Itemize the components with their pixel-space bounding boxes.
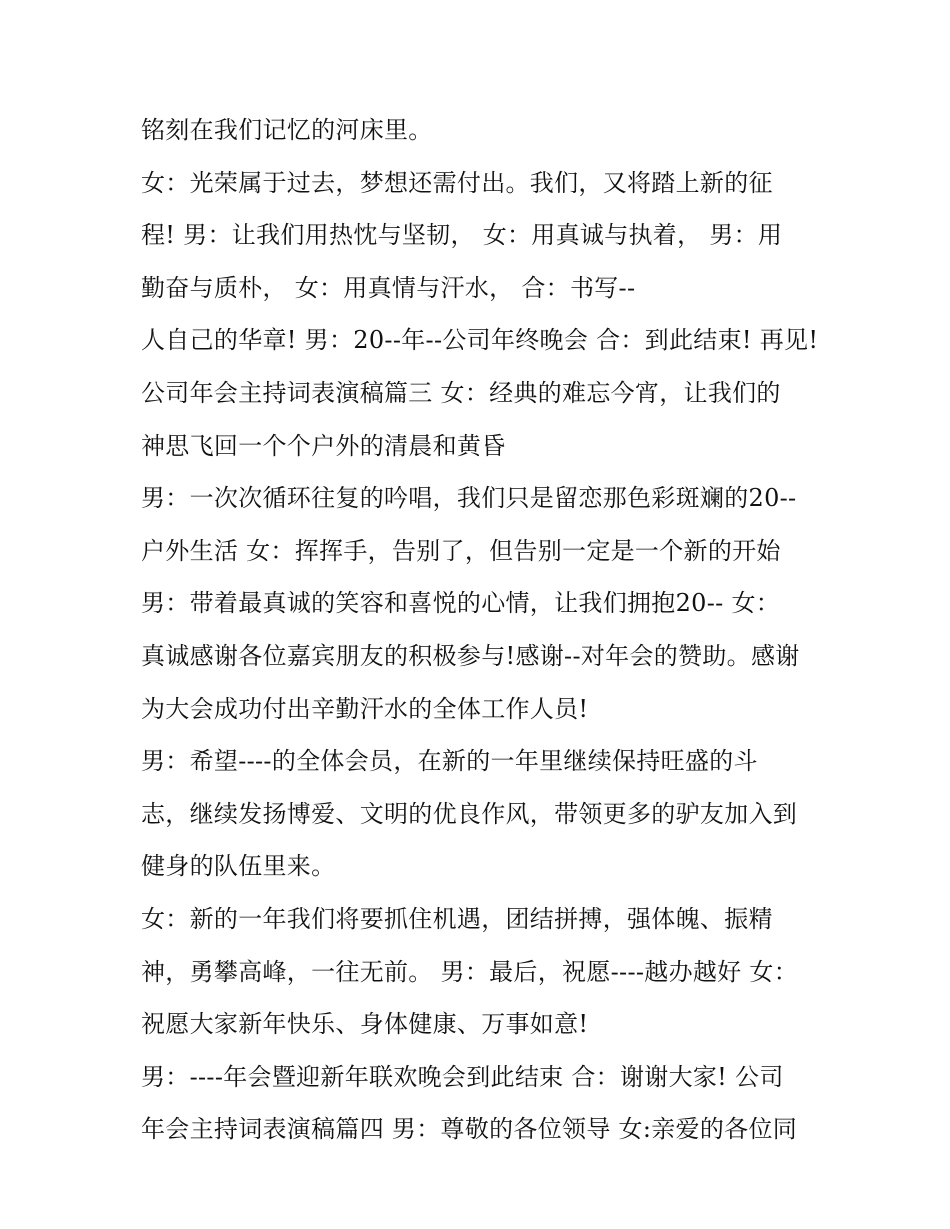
text-line: 女：新的一年我们将要抓住机遇，团结拼搏，强体魄、振精: [141, 904, 773, 933]
text-line: 男：希望----的全体会员，在新的一年里继续保持旺盛的斗: [141, 747, 758, 776]
text-line: 女：光荣属于过去，梦想还需付出。我们，又将踏上新的征: [141, 168, 773, 197]
text-line: 男：----年会暨迎新年联欢晚会到此结束 合：谢谢大家! 公司: [141, 1062, 784, 1091]
text-line: 公司年会主持词表演稿篇三 女：经典的难忘今宵，让我们的: [141, 378, 781, 407]
text-line: 神思飞回一个个户外的清晨和黄昏: [141, 431, 506, 460]
text-line: 祝愿大家新年快乐、身体健康、万事如意!: [141, 1010, 589, 1039]
text-line: 神，勇攀高峰，一往无前。 男：最后，祝愿----越办越好 女：: [141, 957, 798, 986]
text-line: 真诚感谢各位嘉宾朋友的积极参与!感谢--对年会的赞助。感谢: [141, 641, 800, 670]
text-line: 男：带着最真诚的笑容和喜悦的心情，让我们拥抱20-- 女：: [141, 589, 781, 618]
text-line: 勤奋与质朴， 女：用真情与汗水， 合：书写--: [141, 273, 636, 302]
text-line: 健身的队伍里来。: [141, 852, 336, 881]
text-line: 程! 男：让我们用热忱与坚韧， 女：用真诚与执着， 男：用: [141, 221, 783, 250]
text-line: 人自己的华章! 男：20--年--公司年终晚会 合：到此结束! 再见!: [141, 326, 819, 355]
text-line: 铭刻在我们记忆的河床里。: [141, 116, 433, 144]
text-line: 志，继续发扬博爱、文明的优良作风，带领更多的驴友加入到: [141, 799, 798, 828]
text-line: 男：一次次循环往复的吟唱，我们只是留恋那色彩斑斓的20--: [141, 484, 797, 513]
text-line: 户外生活 女：挥挥手，告别了，但告别一定是一个新的开始: [141, 536, 781, 565]
body-text: [141, 110, 831, 1162]
text-line: 年会主持词表演稿篇四 男：尊敬的各位领导 女:亲爱的各位同: [141, 1115, 798, 1144]
text-line: 为大会成功付出辛勤汗水的全体工作人员!: [141, 694, 589, 723]
